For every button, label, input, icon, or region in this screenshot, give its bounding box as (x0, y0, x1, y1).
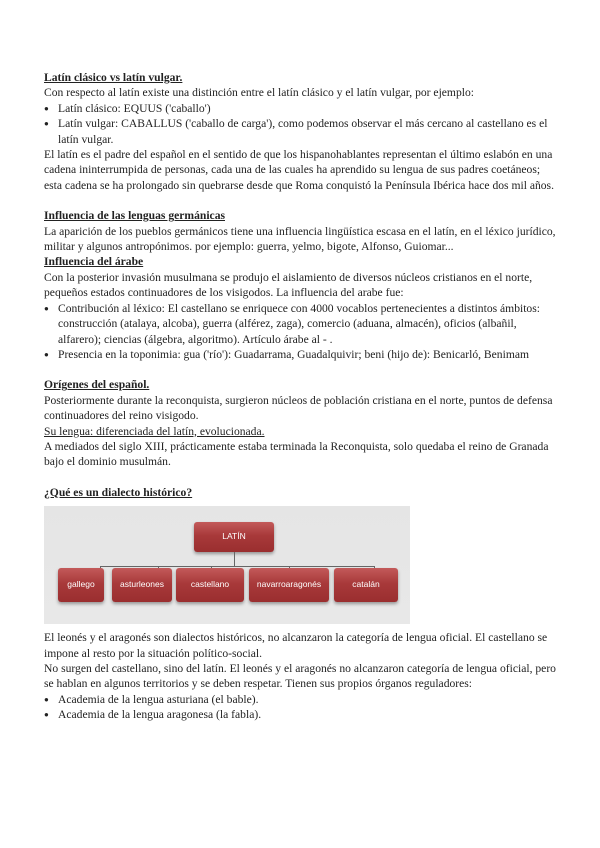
diagram-node-child: castellano (176, 568, 244, 602)
paragraph-origins-2: A mediados del siglo XIII, prácticamente estaba terminada la Reconquista, solo quedaba el reino de Granada bajo el dominio musulmán. (44, 439, 549, 469)
diagram-connector (100, 566, 374, 567)
diagram-node-child: gallego (58, 568, 104, 602)
diagram-connector (234, 552, 235, 566)
section-title-germanic: Influencia de las lenguas germánicas (44, 209, 225, 223)
list-latin (44, 101, 556, 147)
paragraph-origins: Posteriormente durante la reconquista, surgieron núcleos de población cristiana en el norte, puntos de defensa continuadores del reino visigodo. (44, 393, 553, 423)
diagram-node-child: navarroaragonés (249, 568, 329, 602)
section-title-dialect: ¿Qué es un dialecto histórico? (44, 485, 193, 499)
diagram-node-child: asturleones (112, 568, 172, 602)
paragraph-arabic: Con la posterior invasión musulmana se produjo el aislamiento de diversos núcleos cristianos en el norte, pequeños estados continuadores de los visigodos. La influencia del arabe fue: (44, 270, 533, 300)
section-title-origins: Orígenes del español. (44, 378, 150, 392)
paragraph-latin-intro: Con respecto al latín existe una distinción entre el latín clásico y el latín vulgar, por ejemplo: (44, 86, 474, 100)
diagram-node-child: catalán (334, 568, 398, 602)
list-arabic (44, 301, 556, 363)
paragraph-latin-body: El latín es el padre del español en el sentido de que los hispanohablantes representan el último eslabón en una cadena ininterrumpida de personas, cada una de las cuales ha aprendido su lengua de sus padres coetáneos; esta cadena se ha prolongado sin quebrarse desde que Roma conquistó la Península Ibérica hace dos mil años. (44, 148, 554, 192)
subtitle-origins-language: Su lengua: diferenciada del latín, evolucionada. (44, 424, 265, 438)
list-item: ● Contribución al léxico: El castellano se enriquece con 4000 vocablos pertenecientes a distintos ámbitos: construcción (atalaya, alcoba), guerra (alférez, zaga), comercio (aduana, almacén), oficios (albañil, alfarero); ciencias (álgebra, algoritmo). Artículo árabe al - . (58, 301, 556, 347)
list-item: ● Presencia en la toponimia: gua ('río'): Guadarrama, Guadalquivir; beni (hijo de): Benicarló, Benimam (58, 347, 556, 362)
section-title-arabic: Influencia del árabe (44, 255, 144, 269)
dialect-tree-diagram (44, 506, 410, 624)
diagram-node-root: LATÍN (194, 522, 274, 552)
paragraph-dialect-2: No surgen del castellano, sino del latín. El leonés y el aragonés no alcanzaron categoría de lengua oficial, pero se hablan en algunos territorios y se deben respetar. Tienen sus propios órganos reguladores: (44, 661, 556, 691)
list-academies (44, 692, 556, 723)
section-title-latin: Latín clásico vs latín vulgar. (44, 71, 183, 84)
list-item: ● Latín clásico: EQUUS ('caballo') (58, 101, 556, 116)
document-page (44, 70, 556, 723)
list-item: ● Latín vulgar: CABALLUS ('caballo de carga'), como podemos observar el más cercano al castellano es el latín vulgar. (58, 116, 556, 147)
paragraph-germanic: La aparición de los pueblos germánicos tiene una influencia lingüística escasa en el latín, en el léxico jurídico, militar y algunos antropónimos. por ejemplo: guerra, yelmo, bigote, Alfonso, Guiomar... (44, 224, 556, 254)
paragraph-dialect: El leonés y el aragonés son dialectos históricos, no alcanzaron la categoría de lengua oficial. El castellano se impone al resto por la situación político-social. (44, 631, 548, 660)
list-item: ● Academia de la lengua aragonesa (la fabla). (58, 707, 556, 722)
list-item: ● Academia de la lengua asturiana (el bable). (58, 692, 556, 707)
